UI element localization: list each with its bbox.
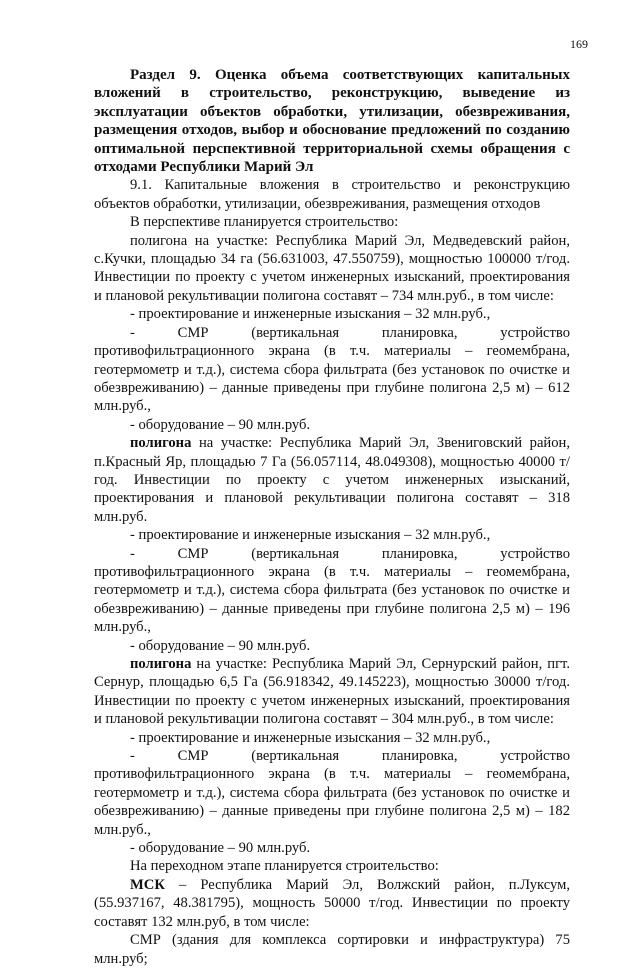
intro-paragraph: В перспективе планируется строительство: xyxy=(130,214,399,231)
msk-bold-label: МСК xyxy=(130,876,165,893)
site1-equipment-item: - оборудование – 90 млн.руб. xyxy=(130,416,311,433)
site1-design-item: - проектирование и инженерные изыскания – 32 млн.руб., xyxy=(130,306,491,323)
subsection-title: 9.1. Капитальные вложения в строительство и реконструкцию объектов обработки, утилизации, обезвреживания, размещения отходов xyxy=(94,177,570,212)
transition-intro: На переходном этапе планируется строительство: xyxy=(130,858,439,875)
page-number: 169 xyxy=(570,37,588,51)
section-heading: Раздел 9. Оценка объема соответствующих капитальных вложений в строительство, реконструкцию, выведение из эксплуатации объектов обработки, утилизации, обезвреживания, размещения отходов, выбор и обоснование предложений по созданию оптимальной перспективной территориальной схемы обращения с отходами Республики Марий Эл xyxy=(94,67,570,176)
site3-bold-label: полигона xyxy=(130,656,192,672)
msk-smr-item: СМР (здания для комплекса сортировки и инфраструктура) 75 млн.руб; xyxy=(94,932,570,967)
msk-text: – Республика Марий Эл, Волжский район, п.Луксум, (55.937167, 48.381795), мощность 50000 т/год. Инвестиции по проекту составят 132 млн.руб, в том числе: xyxy=(94,876,570,930)
site3-smr-item: - СМР (вертикальная планировка, устройство противофильтрационного экрана (в т.ч. материалы – геомембрана, геотермометр и т.д.), система сбора фильтрата (без установок по очистке и обезвреживанию) – данные приведены при глубине полигона 2,5 м) – 182 млн.руб., xyxy=(94,748,570,838)
site3-paragraph xyxy=(94,655,570,729)
site3-equipment-item: - оборудование – 90 млн.руб. xyxy=(130,840,311,857)
site1-smr-item: - СМР (вертикальная планировка, устройство противофильтрационного экрана (в т.ч. материалы – геомембрана, геотермометр и т.д.), система сбора фильтрата (без установок по очистке и обезвреживанию) – данные приведены при глубине полигона 2,5 м) – 612 млн.руб., xyxy=(94,324,570,415)
site2-equipment-item: - оборудование – 90 млн.руб. xyxy=(130,637,311,654)
site3-design-item: - проектирование и инженерные изыскания – 32 млн.руб., xyxy=(130,729,491,746)
site3-text: на участке: Республика Марий Эл, Сернурский район, пгт. Сернур, площадью 6,5 Га (56.918342, 49.145223), мощностью 30000 т/год. Инвестиции по проекту с учетом инженерных изысканий, проектирования и плановой рекультивации полигона составят – 304 млн.руб., в том числе: xyxy=(94,656,570,728)
site2-text: на участке: Республика Марий Эл, Звениговский район, п.Красный Яр, площадью 7 Га (56.057114, 48.049308), мощностью 40000 т/год. Инвестиции по проекту с учетом инженерных изысканий, проектирования и плановой рекультивации полигона составят – 318 млн.руб. xyxy=(94,435,570,525)
site2-design-item: - проектирование и инженерные изыскания – 32 млн.руб., xyxy=(130,527,491,544)
site2-smr-item: - СМР (вертикальная планировка, устройство противофильтрационного экрана (в т.ч. материалы – геомембрана, геотермометр и т.д.), система сбора фильтрата (без установок по очистке и обезвреживанию) – данные приведены при глубине полигона 2,5 м) – 196 млн.руб., xyxy=(94,545,570,636)
body-text xyxy=(94,176,570,967)
site2-paragraph xyxy=(94,434,570,526)
page-content xyxy=(94,66,570,968)
site2-bold-label: полигона xyxy=(130,435,192,452)
site1-paragraph: полигона на участке: Республика Марий Эл, Медведевский район, с.Кучки, площадью 34 га (56.631003, 47.550759), мощностью 100000 т/год. Инвестиции по проекту с учетом инженерных изысканий, проектирования и плановой рекультивации полигона составят – 734 млн.руб., в том числе: xyxy=(94,232,570,304)
msk-paragraph xyxy=(94,876,570,931)
